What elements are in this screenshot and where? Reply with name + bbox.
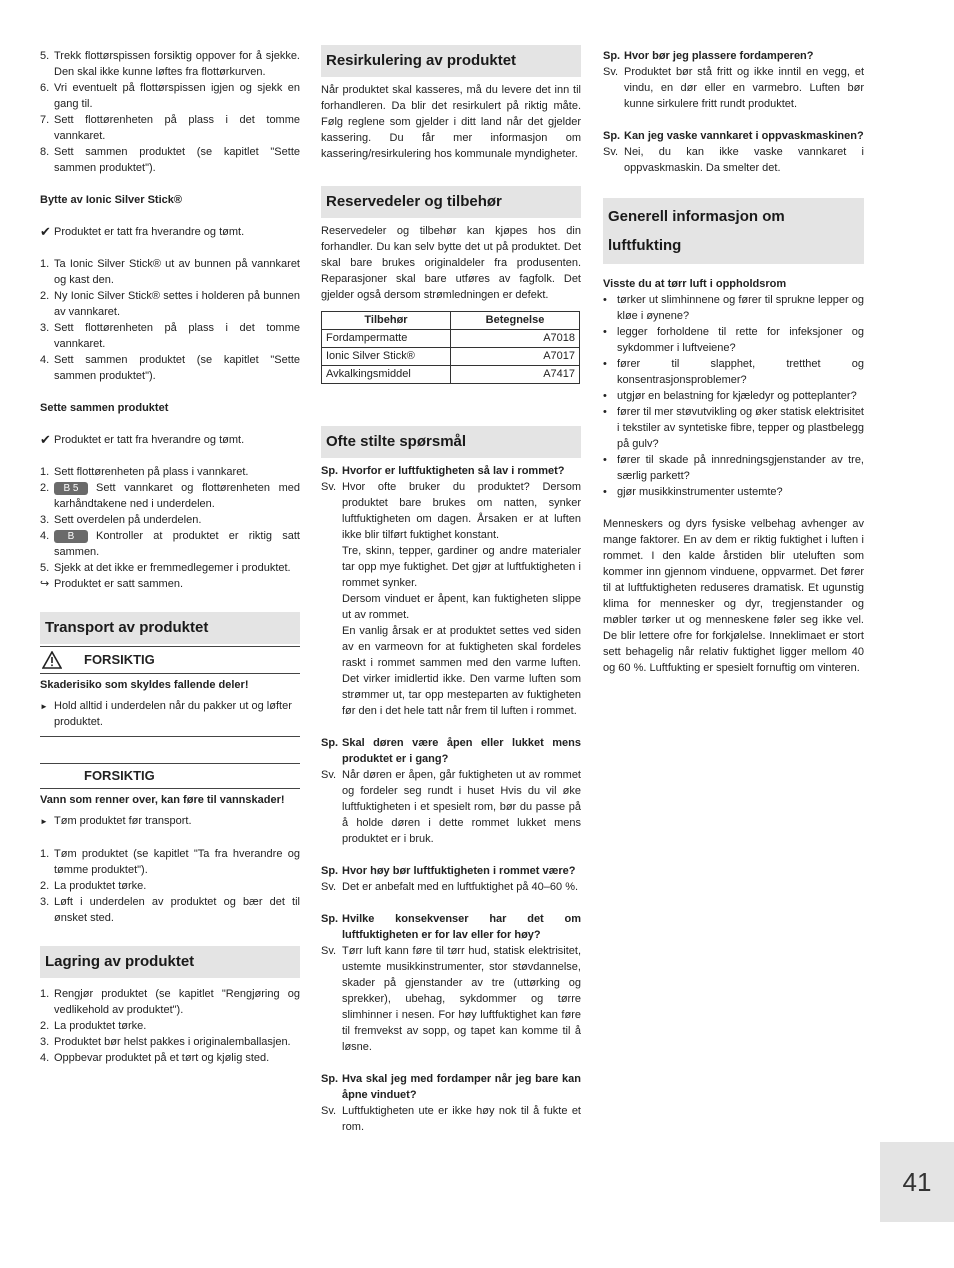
info-title: Generell informasjon om luftfukting [603, 198, 864, 264]
step-number: 3. [40, 514, 50, 526]
warning-sub-2: Vann som renner over, kan føre til vannskader! [40, 794, 285, 806]
step-text: Ta Ionic Silver Stick® ut av bunnen på vannkaret og kast den. [54, 258, 300, 286]
step-text: La produktet tørke. [54, 1020, 147, 1032]
parts-code-cell: A7018 [451, 330, 580, 348]
warning-label-1: FORSIKTIG [84, 652, 155, 667]
steps-top-list [40, 48, 300, 176]
assemble-check [40, 432, 300, 448]
list-item [40, 464, 300, 480]
ionic-steps-list [40, 256, 300, 384]
assemble-result-text: Produktet er satt sammen. [54, 578, 183, 590]
bullet-text: utgjør en belastning for kjæledyr og potteplanter? [617, 390, 857, 402]
bullet-dot: • [603, 358, 607, 370]
answer-body [342, 767, 581, 847]
answer-prefix: Sv. [603, 66, 619, 78]
list-item [40, 256, 300, 288]
list-item [40, 144, 300, 176]
answer-paragraph: Hvor ofte bruker du produktet? Dersom produktet bare brukes om natten, synker luftfuktigheten om dagen. Årsaken er at luften ikke blir tilført fuktighet konstant. [342, 481, 581, 541]
storage-steps-list [40, 986, 300, 1066]
faq-question [321, 735, 581, 767]
bullet-item [603, 404, 864, 452]
column-right [603, 48, 864, 676]
parts-col-header: Tilbehør [322, 312, 451, 330]
faq-spacer [321, 847, 581, 863]
transport-steps-list [40, 846, 300, 926]
warning-item-1-text: Hold alltid i underdelen når du pakker ut og løfter produktet. [54, 700, 292, 728]
step-number: 7. [40, 114, 50, 126]
list-item [40, 528, 300, 560]
bullet-item [603, 356, 864, 388]
answer-body [342, 1103, 581, 1135]
ionic-check-text: Produktet er tatt fra hverandre og tømt. [54, 226, 245, 238]
step-number: 2. [40, 482, 50, 494]
warning-item-2-text: Tøm produktet før transport. [54, 815, 192, 827]
faq-answer [321, 1103, 581, 1135]
warning-header-1 [40, 646, 300, 674]
step-number: 1. [40, 258, 50, 270]
column-left [40, 48, 300, 1066]
table-row [322, 366, 580, 384]
assemble-steps-list [40, 464, 300, 576]
step-text: Sett sammen produktet (se kapitlet "Sette sammen produktet"). [54, 146, 300, 174]
question-text: Kan jeg vaske vannkaret i oppvaskmaskinen? [624, 130, 864, 142]
ionic-check [40, 224, 300, 240]
warning-label-2: FORSIKTIG [84, 768, 155, 783]
bullet-text: fører til mer støvutvikling og øker statisk elektrisitet i tekstiler av syntetiske fibre, tepper og plastbelegg på gulv? [617, 406, 864, 450]
faq-answer [603, 64, 864, 112]
list-item [40, 352, 300, 384]
info-bullet-list [603, 292, 864, 500]
question-prefix: Sp. [603, 50, 621, 62]
warning-sub-1: Skaderisiko som skyldes fallende deler! [40, 679, 249, 691]
step-text: Vri eventuelt på flottørspissen igjen og sjekk en gang til. [54, 82, 300, 110]
answer-body [342, 879, 581, 895]
list-item [40, 894, 300, 926]
answer-paragraph: Tre, skinn, tepper, gardiner og andre materialer tar opp mye fuktighet. Det gjør at luftfuktigheten i rommet synker. [342, 545, 581, 589]
step-text: La produktet tørke. [54, 880, 147, 892]
faq-question [603, 48, 864, 64]
warning-header-2 [40, 763, 300, 789]
result-arrow-icon: ↪ [40, 578, 50, 590]
recycle-text: Når produktet skal kasseres, må du levere det inn til forhandleren. Da blir det resirkulert på riktig måte. Følg reglene som gjelder i ditt land når det gjelder kassering. Du får mer informasjon om kassering/resirkulering hos kommunale myndigheter. [321, 84, 581, 160]
step-text: B 5 Sett vannkaret og flottørenheten med karhåndtakene ned i underdelen. [54, 482, 300, 510]
faq-list [321, 463, 581, 1135]
question-prefix: Sp. [321, 465, 339, 477]
warning-box-1 [40, 677, 300, 737]
step-text: Produktet bør helst pakkes i originalemballasjen. [54, 1036, 291, 1048]
bullet-dot: • [603, 454, 607, 466]
step-number: 4. [40, 1052, 50, 1064]
faq-answer [321, 479, 581, 719]
step-number: 8. [40, 146, 50, 158]
step-number: 1. [40, 988, 50, 1000]
faq-answer [321, 879, 581, 895]
list-item [40, 112, 300, 144]
assemble-check-text: Produktet er tatt fra hverandre og tømt. [54, 434, 245, 446]
assemble-result [40, 576, 300, 592]
faq-question [321, 863, 581, 879]
list-item [40, 512, 300, 528]
answer-prefix: Sv. [321, 881, 337, 893]
answer-text: Nei, du kan ikke vaske vannkaret i oppvaskmaskin. Da smelter det. [624, 146, 864, 174]
answer-paragraph: Dersom vinduet er åpent, kan fuktigheten slippe ut av rommet. [342, 593, 581, 621]
check-icon: ✔ [40, 432, 51, 447]
parts-text: Reservedeler og tilbehør kan kjøpes hos din forhandler. Du kan selv bytte det ut på produktet. Det skal bare brukes originaldeler fra produsenten. Reparasjoner skal bare utføres av fagfolk. Det gjelder også dersom strømledningen er defekt. [321, 225, 581, 301]
bullet-text: tørker ut slimhinnene og fører til sprukne lepper og kløe i øynene? [617, 294, 864, 322]
list-item [40, 986, 300, 1018]
answer-paragraph: Når døren er åpen, går fuktigheten ut av rommet og fordeler seg rundt i huset Hvis du vil øke luftfuktigheten i et spesielt rom, bør du passe på å holde døren i dette rommet lukket mens produktet er i bruk. [342, 769, 581, 845]
step-text: Sjekk at det ikke er fremmedlegemer i produktet. [54, 562, 291, 574]
list-item [40, 878, 300, 894]
bullet-item [603, 452, 864, 484]
warning-item-2 [40, 813, 300, 830]
step-text: Oppbevar produktet på et tørt og kjølig sted. [54, 1052, 270, 1064]
answer-prefix: Sv. [321, 481, 337, 493]
bullet-text: gjør musikkinstrumenter ustemte? [617, 486, 783, 498]
faq-answer [321, 767, 581, 847]
answer-paragraph: Det er anbefalt med en luftfuktighet på 40–60 %. [342, 881, 579, 893]
figure-ref-badge: B 5 [54, 482, 88, 495]
step-number: 5. [40, 50, 50, 62]
answer-paragraph: Luftfuktigheten ute er ikke høy nok til å fukte et rom. [342, 1105, 581, 1133]
parts-item-cell: Fordampermatte [322, 330, 451, 348]
question-prefix: Sp. [321, 913, 339, 925]
answer-paragraph: En vanlig årsak er at produktet settes ved siden av en varmeovn for at fuktigheten skal fordeles raskt i rommet sammen med den varme luften. Det virker imidlertid ikke. Den varme luften som strømmer ut, tar opp mesteparten av fuktigheten før den i det hele tatt når frem til luften i rommet. [342, 625, 581, 717]
answer-text: Produktet bør stå fritt og ikke inntil en vegg, et vindu, en dør eller en varmebro. Luften bør kunne sirkulere fritt rundt produktet. [624, 66, 864, 110]
table-row [322, 330, 580, 348]
answer-prefix: Sv. [321, 945, 337, 957]
list-item [40, 560, 300, 576]
list-item [40, 288, 300, 320]
step-number: 3. [40, 322, 50, 334]
info-paragraph: Menneskers og dyrs fysiske velbehag avhenger av mange faktorer. En av dem er riktig fuktighet i luften i rommet. I den kalde årstiden blir uteluften som kommer inn gjennom vinduene, oppvarmet. Det fører til at luftfuktigheten reduseres dramatisk. Et ugunstig klima for mennesker og dyr, tregjenstander og møbler tørker ut og menneskene føler seg ikke vel. De blir lettere ofre for forkjølelse. Inneklimaet er stort sett behagelig når relativ fuktighet ligger mellom 40 og 60 %. Luftfukting er spesielt fornuftig om vinteren. [603, 518, 864, 674]
list-item [40, 1018, 300, 1034]
check-icon: ✔ [40, 224, 51, 239]
question-text: Hvor høy bør luftfuktigheten i rommet være? [342, 865, 576, 877]
bullet-item [603, 292, 864, 324]
step-text: Trekk flottørspissen forsiktig oppover for å sjekke. Den skal ikke kunne løftes fra flottørkurven. [54, 50, 300, 78]
step-text: Tøm produktet (se kapitlet "Ta fra hverandre og tømme produktet"). [54, 848, 300, 876]
parts-code-cell: A7417 [451, 366, 580, 384]
list-item [40, 48, 300, 80]
faq-spacer [321, 1055, 581, 1071]
arrow-bullet-icon: ► [40, 817, 48, 826]
info-subheading: Visste du at tørr luft i oppholdsrom [603, 278, 787, 290]
transport-title: Transport av produktet [40, 612, 300, 644]
parts-code-cell: A7017 [451, 348, 580, 366]
step-text: Sett flottørenheten på plass i vannkaret. [54, 466, 249, 478]
bullet-dot: • [603, 326, 607, 338]
list-item [40, 320, 300, 352]
list-item [40, 1034, 300, 1050]
answer-paragraph: Tørr luft kann føre til tørr hud, statisk elektrisitet, ustemte musikkinstrumenter, stor støvdannelse, skader på gjenstander av tre (uttørking og sprekker), ubehag, sykdommer og tørre slimhinner i nesen. For høy luftfuktighet kan føre til fremvekst av sopp, og tapet kan komme til å løsne. [342, 945, 581, 1053]
faq-answer [603, 144, 864, 176]
bullet-item [603, 388, 864, 404]
storage-title: Lagring av produktet [40, 946, 300, 978]
bullet-dot: • [603, 486, 607, 498]
bullet-text: fører til slapphet, tretthet og konsentrasjonsproblemer? [617, 358, 864, 386]
faq-list-continued [603, 48, 864, 176]
faq-title: Ofte stilte spørsmål [321, 426, 581, 458]
warning-item-1 [40, 698, 300, 730]
list-item [40, 846, 300, 878]
table-row [322, 348, 580, 366]
answer-body [342, 943, 581, 1055]
step-text: Sett flottørenheten på plass i det tomme vannkaret. [54, 114, 300, 142]
bullet-text: legger forholdene til rette for infeksjoner og sykdommer i luftveiene? [617, 326, 864, 354]
parts-title: Reservedeler og tilbehør [321, 186, 581, 218]
step-text: Rengjør produktet (se kapitlet "Rengjøring og vedlikehold av produktet"). [54, 988, 300, 1016]
step-number: 1. [40, 848, 50, 860]
question-text: Hvilke konsekvenser har det om luftfuktigheten er for lav eller for høy? [342, 913, 581, 941]
question-prefix: Sp. [321, 737, 339, 749]
parts-item-cell: Avkalkingsmiddel [322, 366, 451, 384]
arrow-bullet-icon: ► [40, 702, 48, 711]
faq-spacer [603, 112, 864, 128]
step-number: 4. [40, 530, 50, 542]
question-text: Hva skal jeg med fordamper når jeg bare kan åpne vinduet? [342, 1073, 581, 1101]
step-number: 3. [40, 1036, 50, 1048]
step-number: 5. [40, 562, 50, 574]
figure-ref-badge: B [54, 530, 88, 543]
question-prefix: Sp. [321, 1073, 339, 1085]
step-number: 4. [40, 354, 50, 366]
question-text: Hvor bør jeg plassere fordamperen? [624, 50, 814, 62]
parts-item-cell: Ionic Silver Stick® [322, 348, 451, 366]
recycle-title: Resirkulering av produktet [321, 45, 581, 77]
question-text: Hvorfor er luftfuktigheten så lav i rommet? [342, 465, 565, 477]
step-number: 2. [40, 880, 50, 892]
step-number: 6. [40, 82, 50, 94]
assemble-heading: Sette sammen produktet [40, 402, 169, 414]
column-middle [321, 45, 581, 1135]
answer-prefix: Sv. [321, 1105, 337, 1117]
bullet-item [603, 324, 864, 356]
faq-question [603, 128, 864, 144]
bullet-item [603, 484, 864, 500]
question-prefix: Sp. [603, 130, 621, 142]
bullet-dot: • [603, 406, 607, 418]
step-number: 2. [40, 1020, 50, 1032]
step-number: 1. [40, 466, 50, 478]
list-item [40, 1050, 300, 1066]
step-text: Sett overdelen på underdelen. [54, 514, 202, 526]
step-text: B Kontroller at produktet er riktig satt sammen. [54, 530, 300, 558]
bullet-dot: • [603, 390, 607, 402]
step-text: Sett sammen produktet (se kapitlet "Sette sammen produktet"). [54, 354, 300, 382]
parts-table-header [322, 312, 580, 330]
step-text: Løft i underdelen av produktet og bær det til ønsket sted. [54, 896, 300, 924]
question-prefix: Sp. [321, 865, 339, 877]
faq-answer [321, 943, 581, 1055]
faq-question [321, 463, 581, 479]
warning-triangle-icon [40, 651, 84, 669]
parts-col-header: Betegnelse [451, 312, 580, 330]
faq-question [321, 1071, 581, 1103]
faq-question [321, 911, 581, 943]
answer-prefix: Sv. [603, 146, 619, 158]
parts-table [321, 311, 580, 384]
answer-body [342, 479, 581, 719]
question-text: Skal døren være åpen eller lukket mens produktet er i gang? [342, 737, 581, 765]
page-number: 41 [880, 1142, 954, 1222]
step-number: 2. [40, 290, 50, 302]
faq-spacer [321, 895, 581, 911]
list-item [40, 80, 300, 112]
list-item [40, 480, 300, 512]
step-number: 3. [40, 896, 50, 908]
step-text: Sett flottørenheten på plass i det tomme vannkaret. [54, 322, 300, 350]
ionic-heading: Bytte av Ionic Silver Stick® [40, 194, 182, 206]
faq-spacer [321, 719, 581, 735]
step-text: Ny Ionic Silver Stick® settes i holderen på bunnen av vannkaret. [54, 290, 300, 318]
bullet-dot: • [603, 294, 607, 306]
answer-prefix: Sv. [321, 769, 337, 781]
bullet-text: fører til skade på innredningsgjenstander av tre, særlig parkett? [617, 454, 864, 482]
